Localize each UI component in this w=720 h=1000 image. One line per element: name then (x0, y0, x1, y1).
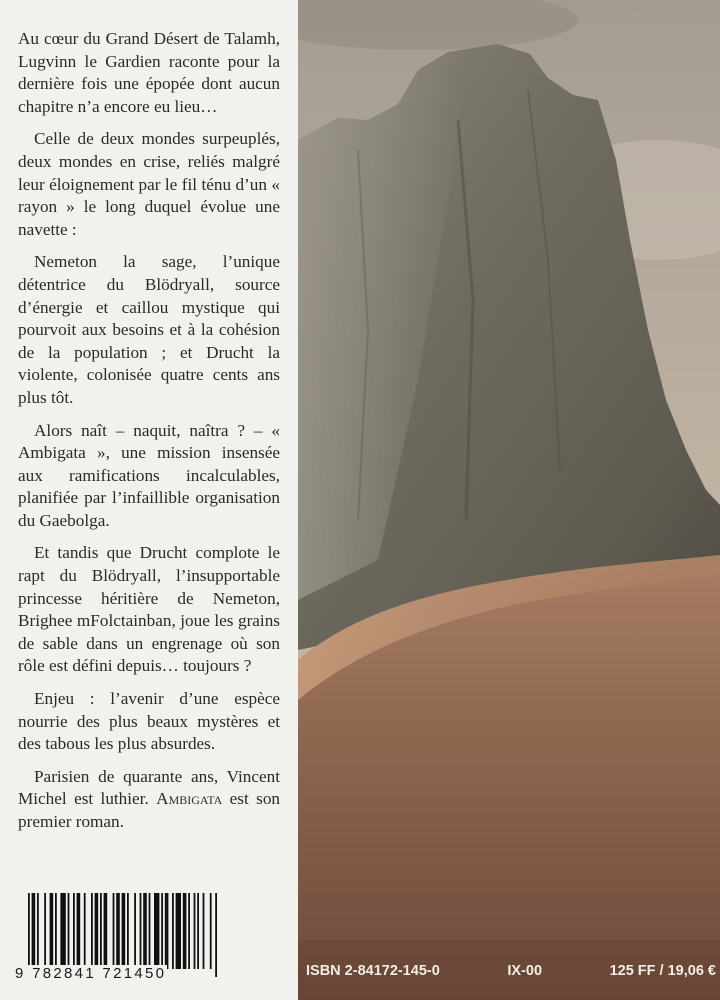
synopsis-paragraph: Nemeton la sage, l’unique détentrice du Blödryall, source d’énergie et caillou mystique qui pourvoit aux besoins et à la cohésion de la population ; et Drucht la violente, colonisée quatre cents ans plus tôt. (18, 252, 280, 407)
isbn-text: ISBN 2-84172-145-0 (306, 963, 440, 979)
author-bio-text-end: est son premier roman. (18, 789, 281, 831)
edition-code: IX-00 (507, 963, 543, 979)
synopsis-paragraph: Alors naît – naquit, naîtra ? – « Ambigata », une mission insensée aux ramifications incalculables, planifiée par l’infaillible organisation du Gaebolga. (18, 420, 280, 530)
book-title-smallcaps: Ambigata (156, 789, 223, 809)
barcode (14, 893, 282, 993)
synopsis-paragraph: Celle de deux mondes surpeuplés, deux mondes en crise, reliés malgré leur éloignement par le fil ténu d’un « rayon » le long duquel évolue une navette : (18, 129, 280, 239)
text-panel (0, 0, 298, 1000)
barcode-digits: 9 782841 721450 (15, 965, 167, 982)
synopsis (18, 28, 280, 844)
price-text: 125 FF / 19,06 € (609, 963, 716, 979)
synopsis-paragraph: Au cœur du Grand Désert de Talamh, Lugvinn le Gardien raconte pour la dernière fois une épopée dont aucun chapitre n’a encore eu lieu… (18, 29, 280, 116)
cover-info-line (306, 959, 716, 983)
author-bio (18, 766, 280, 834)
synopsis-paragraph: Enjeu : l’avenir d’une espèce nourrie des plus beaux mystères et des tabous les plus absurdes. (18, 689, 280, 754)
synopsis-paragraph: Et tandis que Drucht complote le rapt du Blödryall, l’insupportable princesse héritière de Nemeton, Brighee mFolctainban, joue les grains de sable dans un engrenage où son rôle est défini depuis… toujours ? (18, 543, 280, 676)
cover-photo-desert-rock (298, 0, 720, 1000)
author-bio-text: Parisien de quarante ans, Vincent Michel est luthier. (18, 766, 280, 809)
